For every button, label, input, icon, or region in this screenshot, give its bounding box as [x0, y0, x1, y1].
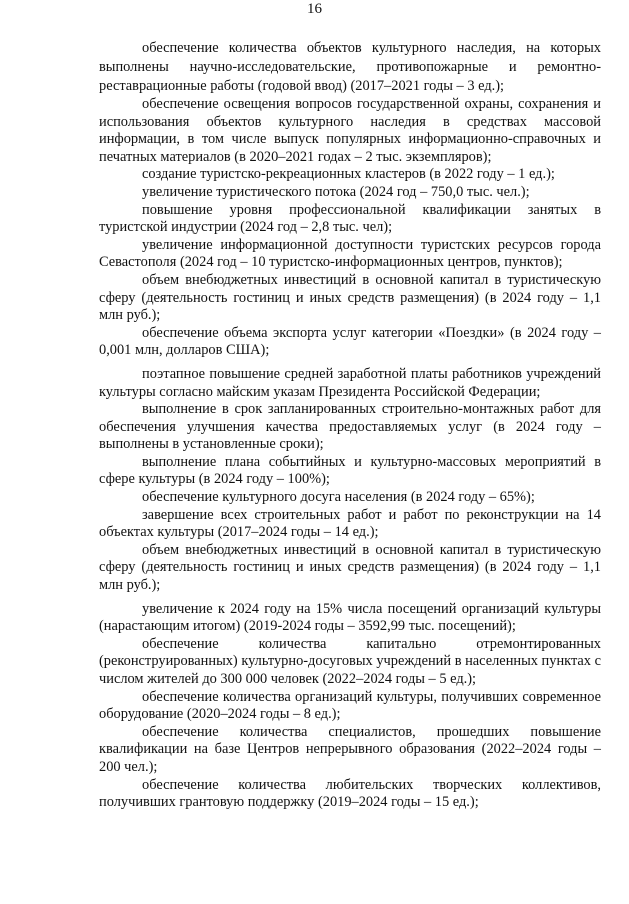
list-item: объем внебюджетных инвестиций в основной капитал в туристическую сферу (деятельность гостиниц и иных средств размещения) (в 2024 году – 1,1 млн руб.); [99, 271, 601, 324]
list-item: обеспечение количества объектов культурного наследия, на которых выполнены научно-исследовательские, противопожарные и ремонтно-реставрационные работы (годовой ввод) (2017–2021 годы – 3 ед.); [99, 40, 601, 94]
list-item: выполнение в срок запланированных строительно-монтажных работ для обеспечения улучшения качества предоставляемых услуг (в 2024 году – выполнены в установленные сроки); [99, 401, 601, 453]
list-item: увеличение туристического потока (2024 год – 750,0 тыс. чел.); [142, 183, 530, 200]
list-item: обеспечение объема экспорта услуг категории «Поездки» (в 2024 году – 0,001 млн, долларов США); [99, 324, 601, 359]
list-item: создание туристско-рекреационных кластеров (в 2022 году – 1 ед.); [142, 166, 555, 183]
list-item: увеличение информационной доступности туристских ресурсов города Севастополя (2024 год – 10 туристско-информационных центров, пунктов); [99, 236, 601, 271]
list-item: обеспечение количества организаций культуры, получивших современное оборудование (2020–2024 годы – 8 ед.); [99, 688, 601, 723]
list-item: повышение уровня профессиональной квалификации занятых в туристской индустрии (2024 год – 2,8 тыс. чел); [99, 201, 601, 236]
list-item: увеличение к 2024 году на 15% числа посещений организаций культуры (нарастающим итогом) (2019-2024 годы – 3592,99 тыс. посещений); [99, 600, 601, 635]
list-item: обеспечение количества любительских творческих коллективов, получивших грантовую поддержку (2019–2024 годы – 15 ед.); [99, 776, 601, 811]
document-body [99, 39, 601, 812]
list-item: выполнение плана событийных и культурно-массовых мероприятий в сфере культуры (в 2024 году – 100%); [99, 453, 601, 488]
list-item: обеспечение освещения вопросов государственной охраны, сохранения и использования объектов культурного наследия в средствах массовой информации, в том числе выпуск популярных информационно-справочных и печатных материалов (в 2020–2021 годах – 2 тыс. экземпляров); [99, 96, 601, 165]
list-item: поэтапное повышение средней заработной платы работников учреждений культуры согласно майским указам Президента Российской Федерации; [99, 365, 601, 400]
list-item: обеспечение количества специалистов, прошедших повышение квалификации на базе Центров непрерывного образования (2022–2024 годы – 200 чел.); [99, 723, 601, 775]
list-item: обеспечение количества капитально отремонтированных (реконструированных) культурно-досуговых учреждений в населенных пунктах с числом жителей до 300 000 человек (2022–2024 годы – 5 ед.); [99, 635, 601, 687]
list-item: обеспечение культурного досуга населения (в 2024 году – 65%); [142, 489, 535, 506]
list-item: объем внебюджетных инвестиций в основной капитал в туристическую сферу (деятельность гостиниц и иных средств размещения) (в 2024 году – 1,1 млн руб.); [99, 541, 601, 594]
list-item: завершение всех строительных работ и работ по реконструкции на 14 объектах культуры (2017–2024 годы – 14 ед.); [99, 506, 601, 541]
page-number: 16 [307, 1, 322, 17]
